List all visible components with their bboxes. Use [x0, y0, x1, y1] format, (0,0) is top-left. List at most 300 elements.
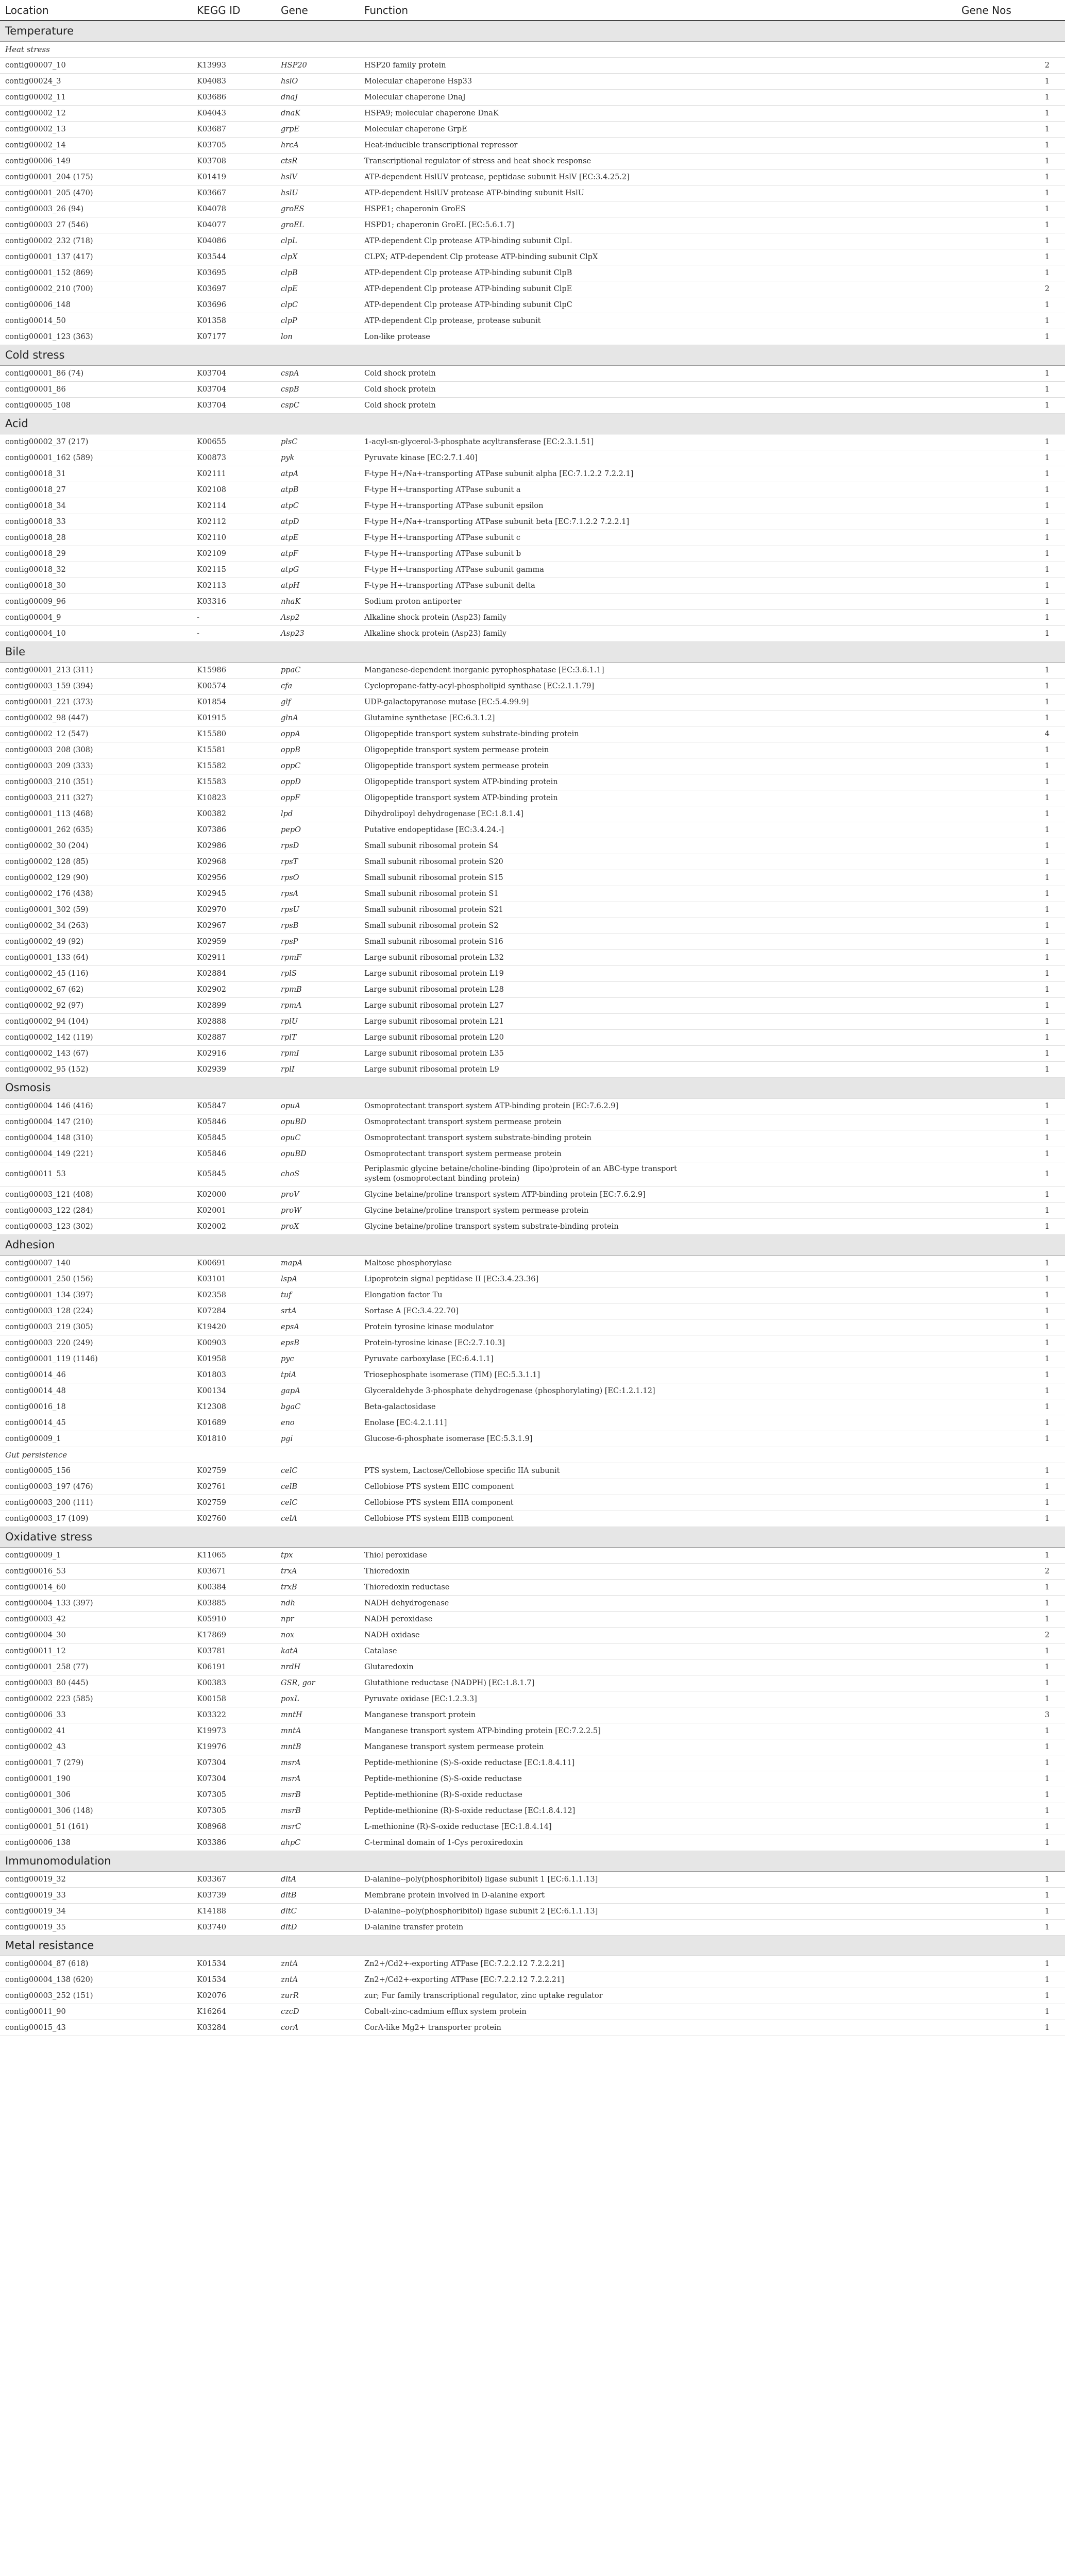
cell-kegg-id: K02945	[192, 886, 276, 902]
cell-location: contig00001_134 (397)	[0, 1287, 192, 1303]
cell-gene-nos: 1	[956, 1287, 1065, 1303]
cell-gene: clpP	[276, 313, 359, 329]
cell-gene: dltA	[276, 1871, 359, 1887]
cell-gene-nos: 1	[956, 1755, 1065, 1771]
cell-gene: corA	[276, 2020, 359, 2036]
cell-gene: plsC	[276, 434, 359, 450]
cell-function: Large subunit ribosomal protein L19	[359, 965, 956, 981]
cell-location: contig00001_302 (59)	[0, 902, 192, 918]
cell-gene: ndh	[276, 1595, 359, 1611]
table-row	[0, 1045, 1065, 1061]
cell-gene: grpE	[276, 121, 359, 137]
cell-function: Peptide-methionine (S)-S-oxide reductase	[359, 1771, 956, 1787]
cell-function: Glyceraldehyde 3-phosphate dehydrogenase (phosphorylating) [EC:1.2.1.12]	[359, 1383, 956, 1399]
cell-function: Pyruvate carboxylase [EC:6.4.1.1]	[359, 1351, 956, 1367]
cell-gene: cspC	[276, 397, 359, 413]
table-row	[0, 1287, 1065, 1303]
cell-function: Cold shock protein	[359, 397, 956, 413]
cell-kegg-id: K03781	[192, 1643, 276, 1659]
cell-function: Large subunit ribosomal protein L21	[359, 1013, 956, 1029]
table-row	[0, 1611, 1065, 1627]
cell-gene: rpsU	[276, 902, 359, 918]
section-title: Bile	[0, 641, 1065, 662]
section-title: Osmosis	[0, 1077, 1065, 1098]
cell-gene: pgi	[276, 1431, 359, 1447]
cell-location: contig00003_211 (327)	[0, 790, 192, 806]
cell-gene: rpmI	[276, 1045, 359, 1061]
subsection-header	[0, 41, 1065, 57]
cell-gene-nos: 1	[956, 1511, 1065, 1527]
cell-gene-nos: 1	[956, 381, 1065, 397]
cell-location: contig00002_67 (62)	[0, 981, 192, 997]
cell-location: contig00016_18	[0, 1399, 192, 1415]
cell-gene: msrA	[276, 1771, 359, 1787]
table-row	[0, 726, 1065, 742]
cell-kegg-id: K03101	[192, 1271, 276, 1287]
cell-function: Glutaredoxin	[359, 1659, 956, 1675]
cell-gene-nos: 1	[956, 774, 1065, 790]
cell-gene-nos: 1	[956, 678, 1065, 694]
section-title: Metal resistance	[0, 1935, 1065, 1956]
table-row	[0, 2020, 1065, 2036]
cell-gene-nos: 1	[956, 297, 1065, 313]
cell-location: contig00009_1	[0, 1547, 192, 1563]
cell-function: Transcriptional regulator of stress and heat shock response	[359, 153, 956, 169]
cell-gene-nos: 1	[956, 201, 1065, 217]
cell-location: contig00002_43	[0, 1739, 192, 1755]
cell-function: Periplasmic glycine betaine/choline-binding (lipo)protein of an ABC-type transport system (osmoprotectant binding protein)	[359, 1162, 956, 1187]
cell-location: contig00003_220 (249)	[0, 1335, 192, 1351]
cell-kegg-id: K15582	[192, 758, 276, 774]
cell-gene-nos: 1	[956, 662, 1065, 678]
cell-kegg-id: K02970	[192, 902, 276, 918]
cell-kegg-id: K02759	[192, 1463, 276, 1479]
cell-function: Large subunit ribosomal protein L9	[359, 1061, 956, 1077]
cell-gene-nos: 1	[956, 918, 1065, 934]
cell-kegg-id: K19973	[192, 1723, 276, 1739]
section-title: Cold stress	[0, 345, 1065, 365]
cell-kegg-id: K04077	[192, 217, 276, 233]
cell-function: Maltose phosphorylase	[359, 1255, 956, 1271]
cell-location: contig00006_33	[0, 1707, 192, 1723]
cell-kegg-id: K01419	[192, 169, 276, 185]
cell-gene: hslO	[276, 73, 359, 89]
table-row	[0, 1871, 1065, 1887]
cell-location: contig00004_147 (210)	[0, 1114, 192, 1130]
cell-function: Membrane protein involved in D-alanine export	[359, 1887, 956, 1903]
cell-gene-nos: 1	[956, 838, 1065, 854]
cell-gene-nos: 1	[956, 89, 1065, 105]
cell-gene-nos: 2	[956, 281, 1065, 297]
table-row	[0, 169, 1065, 185]
cell-gene-nos: 1	[956, 1415, 1065, 1431]
cell-location: contig00006_149	[0, 153, 192, 169]
table-row	[0, 217, 1065, 233]
cell-kegg-id: K11065	[192, 1547, 276, 1563]
cell-kegg-id: K00134	[192, 1383, 276, 1399]
subsection-header	[0, 1447, 1065, 1463]
cell-kegg-id: K02986	[192, 838, 276, 854]
cell-kegg-id: K00873	[192, 450, 276, 466]
cell-gene-nos: 1	[956, 594, 1065, 609]
table-row	[0, 1098, 1065, 1114]
cell-kegg-id: K05845	[192, 1130, 276, 1146]
cell-function: Sortase A [EC:3.4.22.70]	[359, 1303, 956, 1319]
cell-kegg-id: K03544	[192, 249, 276, 265]
cell-gene: rplI	[276, 1061, 359, 1077]
cell-gene: oppA	[276, 726, 359, 742]
cell-kegg-id: K07304	[192, 1755, 276, 1771]
cell-location: contig00011_12	[0, 1643, 192, 1659]
cell-location: contig00002_143 (67)	[0, 1045, 192, 1061]
cell-location: contig00007_140	[0, 1255, 192, 1271]
table-row	[0, 1255, 1065, 1271]
cell-gene-nos: 1	[956, 1114, 1065, 1130]
cell-location: contig00006_148	[0, 297, 192, 313]
cell-gene-nos: 1	[956, 1383, 1065, 1399]
cell-kegg-id: K03671	[192, 1563, 276, 1579]
cell-gene-nos: 1	[956, 1871, 1065, 1887]
cell-gene-nos: 1	[956, 1691, 1065, 1707]
cell-location: contig00002_14	[0, 137, 192, 153]
cell-kegg-id: K00691	[192, 1255, 276, 1271]
cell-location: contig00002_13	[0, 121, 192, 137]
cell-function: Cold shock protein	[359, 365, 956, 381]
table-row	[0, 530, 1065, 546]
cell-location: contig00003_42	[0, 1611, 192, 1627]
cell-function: F-type H+-transporting ATPase subunit epsilon	[359, 498, 956, 514]
cell-function: Oligopeptide transport system ATP-binding protein	[359, 790, 956, 806]
table-row	[0, 1675, 1065, 1691]
cell-function: Peptide-methionine (R)-S-oxide reductase [EC:1.8.4.12]	[359, 1803, 956, 1819]
cell-function: Small subunit ribosomal protein S1	[359, 886, 956, 902]
cell-location: contig00001_51 (161)	[0, 1819, 192, 1835]
cell-gene: clpC	[276, 297, 359, 313]
cell-location: contig00014_50	[0, 313, 192, 329]
cell-location: contig00016_53	[0, 1563, 192, 1579]
cell-gene: poxL	[276, 1691, 359, 1707]
section-title: Acid	[0, 413, 1065, 434]
table-row	[0, 121, 1065, 137]
cell-kegg-id: K05846	[192, 1114, 276, 1130]
table-row	[0, 450, 1065, 466]
cell-gene-nos: 1	[956, 1787, 1065, 1803]
table-row	[0, 153, 1065, 169]
cell-location: contig00009_96	[0, 594, 192, 609]
cell-gene-nos: 1	[956, 1061, 1065, 1077]
cell-kegg-id: K02902	[192, 981, 276, 997]
cell-gene-nos: 1	[956, 466, 1065, 482]
cell-gene-nos: 1	[956, 870, 1065, 886]
table-row	[0, 625, 1065, 641]
table-row	[0, 1819, 1065, 1835]
table-row	[0, 562, 1065, 578]
cell-function: Pyruvate kinase [EC:2.7.1.40]	[359, 450, 956, 466]
cell-gene-nos: 1	[956, 1723, 1065, 1739]
cell-gene-nos: 1	[956, 1479, 1065, 1495]
cell-gene: celC	[276, 1495, 359, 1511]
cell-function: Small subunit ribosomal protein S4	[359, 838, 956, 854]
cell-location: contig00004_10	[0, 625, 192, 641]
cell-location: contig00004_133 (397)	[0, 1595, 192, 1611]
cell-function: Large subunit ribosomal protein L28	[359, 981, 956, 997]
cell-gene: opuA	[276, 1098, 359, 1114]
cell-function: Cellobiose PTS system EIIB component	[359, 1511, 956, 1527]
cell-gene: celA	[276, 1511, 359, 1527]
cell-gene: ppaC	[276, 662, 359, 678]
cell-location: contig00004_87 (618)	[0, 1956, 192, 1972]
cell-location: contig00003_200 (111)	[0, 1495, 192, 1511]
cell-location: contig00001_152 (869)	[0, 265, 192, 281]
cell-gene-nos: 1	[956, 1202, 1065, 1218]
cell-kegg-id: K02112	[192, 514, 276, 530]
cell-function: Glycine betaine/proline transport system ATP-binding protein [EC:7.6.2.9]	[359, 1187, 956, 1202]
cell-gene: zurR	[276, 1988, 359, 2004]
cell-kegg-id: K02111	[192, 466, 276, 482]
cell-kegg-id: K00574	[192, 678, 276, 694]
cell-kegg-id: K02916	[192, 1045, 276, 1061]
table-row	[0, 609, 1065, 625]
cell-function: NADH dehydrogenase	[359, 1595, 956, 1611]
cell-location: contig00024_3	[0, 73, 192, 89]
cell-gene-nos: 1	[956, 790, 1065, 806]
cell-function: Cold shock protein	[359, 381, 956, 397]
cell-gene-nos: 1	[956, 854, 1065, 870]
cell-kegg-id: K02759	[192, 1495, 276, 1511]
cell-location: contig00002_12 (547)	[0, 726, 192, 742]
cell-kegg-id: K02000	[192, 1187, 276, 1202]
cell-location: contig00002_128 (85)	[0, 854, 192, 870]
cell-gene: atpA	[276, 466, 359, 482]
cell-gene: cspA	[276, 365, 359, 381]
table-row	[0, 2004, 1065, 2020]
table-row	[0, 482, 1065, 498]
cell-function: HSPA9; molecular chaperone DnaK	[359, 105, 956, 121]
cell-function: Small subunit ribosomal protein S15	[359, 870, 956, 886]
cell-kegg-id: K02967	[192, 918, 276, 934]
table-row	[0, 1956, 1065, 1972]
cell-location: contig00002_223 (585)	[0, 1691, 192, 1707]
cell-location: contig00001_258 (77)	[0, 1659, 192, 1675]
cell-gene-nos: 1	[956, 137, 1065, 153]
cell-location: contig00001_133 (64)	[0, 950, 192, 965]
cell-function: Lipoprotein signal peptidase II [EC:3.4.23.36]	[359, 1271, 956, 1287]
cell-gene: hslV	[276, 169, 359, 185]
cell-kegg-id: K02888	[192, 1013, 276, 1029]
table-row	[0, 1659, 1065, 1675]
cell-kegg-id: K03284	[192, 2020, 276, 2036]
table-row	[0, 1771, 1065, 1787]
cell-kegg-id: K05910	[192, 1611, 276, 1627]
table-row	[0, 1479, 1065, 1495]
cell-location: contig00005_108	[0, 397, 192, 413]
table-row	[0, 137, 1065, 153]
cell-gene: rpsD	[276, 838, 359, 854]
cell-gene: clpX	[276, 249, 359, 265]
cell-gene-nos: 1	[956, 233, 1065, 249]
cell-gene-nos: 1	[956, 73, 1065, 89]
cell-function: F-type H+-transporting ATPase subunit a	[359, 482, 956, 498]
cell-kegg-id: K01803	[192, 1367, 276, 1383]
cell-kegg-id: K03697	[192, 281, 276, 297]
cell-location: contig00004_30	[0, 1627, 192, 1643]
cell-function: NADH oxidase	[359, 1627, 956, 1643]
table-header	[0, 0, 1065, 21]
cell-function: Osmoprotectant transport system substrate-binding protein	[359, 1130, 956, 1146]
section-header	[0, 1527, 1065, 1547]
cell-location: contig00001_221 (373)	[0, 694, 192, 710]
cell-gene-nos: 1	[956, 758, 1065, 774]
cell-gene: mntA	[276, 1723, 359, 1739]
cell-location: contig00004_149 (221)	[0, 1146, 192, 1162]
table-row	[0, 1595, 1065, 1611]
table-row	[0, 1755, 1065, 1771]
cell-gene-nos: 1	[956, 1972, 1065, 1988]
cell-kegg-id: K00158	[192, 1691, 276, 1707]
cell-gene: choS	[276, 1162, 359, 1187]
table-row	[0, 662, 1065, 678]
section-header	[0, 1077, 1065, 1098]
cell-gene-nos: 1	[956, 1675, 1065, 1691]
cell-gene-nos: 2	[956, 1627, 1065, 1643]
table-row	[0, 790, 1065, 806]
cell-kegg-id: K03708	[192, 153, 276, 169]
cell-gene-nos: 1	[956, 2020, 1065, 2036]
cell-function: Molecular chaperone DnaJ	[359, 89, 956, 105]
table-row	[0, 514, 1065, 530]
cell-function: L-methionine (R)-S-oxide reductase [EC:1.8.4.14]	[359, 1819, 956, 1835]
cell-gene-nos: 1	[956, 265, 1065, 281]
cell-location: contig00001_306 (148)	[0, 1803, 192, 1819]
cell-kegg-id: K03316	[192, 594, 276, 609]
cell-gene: oppD	[276, 774, 359, 790]
header-kegg-id: KEGG ID	[192, 0, 276, 21]
cell-gene: dnaJ	[276, 89, 359, 105]
cell-gene-nos: 1	[956, 1739, 1065, 1755]
cell-function: Molecular chaperone Hsp33	[359, 73, 956, 89]
subsection-title: Heat stress	[0, 41, 1065, 57]
cell-location: contig00001_123 (363)	[0, 329, 192, 345]
cell-kegg-id: K01810	[192, 1431, 276, 1447]
cell-location: contig00001_204 (175)	[0, 169, 192, 185]
cell-kegg-id: K00903	[192, 1335, 276, 1351]
table-row	[0, 1547, 1065, 1563]
cell-location: contig00001_86 (74)	[0, 365, 192, 381]
cell-gene-nos: 1	[956, 434, 1065, 450]
cell-function: Glutamine synthetase [EC:6.3.1.2]	[359, 710, 956, 726]
cell-gene: atpE	[276, 530, 359, 546]
table-row	[0, 902, 1065, 918]
cell-gene: tpx	[276, 1547, 359, 1563]
cell-gene-nos: 1	[956, 185, 1065, 201]
cell-gene-nos: 1	[956, 1399, 1065, 1415]
cell-gene: trxB	[276, 1579, 359, 1595]
table-row	[0, 710, 1065, 726]
table-row	[0, 313, 1065, 329]
cell-gene-nos: 1	[956, 514, 1065, 530]
cell-kegg-id: K03704	[192, 397, 276, 413]
cell-location: contig00002_45 (116)	[0, 965, 192, 981]
cell-kegg-id: K04086	[192, 233, 276, 249]
cell-kegg-id: K00655	[192, 434, 276, 450]
cell-location: contig00002_49 (92)	[0, 934, 192, 950]
cell-gene: atpC	[276, 498, 359, 514]
cell-gene-nos: 1	[956, 1271, 1065, 1287]
cell-function: NADH peroxidase	[359, 1611, 956, 1627]
cell-function: Manganese-dependent inorganic pyrophosphatase [EC:3.6.1.1]	[359, 662, 956, 678]
cell-function: Zn2+/Cd2+-exporting ATPase [EC:7.2.2.12 7.2.2.21]	[359, 1956, 956, 1972]
table-row	[0, 1463, 1065, 1479]
cell-location: contig00002_129 (90)	[0, 870, 192, 886]
table-row	[0, 201, 1065, 217]
cell-kegg-id: K02109	[192, 546, 276, 562]
cell-kegg-id: K02110	[192, 530, 276, 546]
section-header	[0, 1935, 1065, 1956]
cell-gene: hslU	[276, 185, 359, 201]
table-row	[0, 822, 1065, 838]
cell-kegg-id: K07386	[192, 822, 276, 838]
table-row	[0, 1835, 1065, 1851]
cell-location: contig00014_45	[0, 1415, 192, 1431]
cell-function: C-terminal domain of 1-Cys peroxiredoxin	[359, 1835, 956, 1851]
cell-function: Glycine betaine/proline transport system substrate-binding protein	[359, 1218, 956, 1234]
cell-kegg-id: K01534	[192, 1972, 276, 1988]
table-row	[0, 498, 1065, 514]
cell-gene-nos: 1	[956, 1029, 1065, 1045]
table-row	[0, 329, 1065, 345]
section-title: Immunomodulation	[0, 1851, 1065, 1871]
cell-kegg-id: -	[192, 625, 276, 641]
cell-function: Heat-inducible transcriptional repressor	[359, 137, 956, 153]
cell-function: Oligopeptide transport system permease protein	[359, 742, 956, 758]
cell-gene-nos: 1	[956, 530, 1065, 546]
cell-gene: tuf	[276, 1287, 359, 1303]
cell-kegg-id: K02956	[192, 870, 276, 886]
cell-location: contig00001_162 (589)	[0, 450, 192, 466]
cell-gene: rpmF	[276, 950, 359, 965]
cell-gene-nos: 1	[956, 1303, 1065, 1319]
cell-location: contig00004_148 (310)	[0, 1130, 192, 1146]
table-row	[0, 1803, 1065, 1819]
table-row	[0, 1495, 1065, 1511]
cell-gene-nos: 1	[956, 1162, 1065, 1187]
cell-function: F-type H+-transporting ATPase subunit delta	[359, 578, 956, 594]
cell-gene-nos: 1	[956, 1903, 1065, 1919]
cell-function: Large subunit ribosomal protein L27	[359, 997, 956, 1013]
cell-function: ATP-dependent HslUV protease ATP-binding subunit HslU	[359, 185, 956, 201]
cell-function: Oligopeptide transport system ATP-binding protein	[359, 774, 956, 790]
cell-function: HSPE1; chaperonin GroES	[359, 201, 956, 217]
cell-gene-nos: 1	[956, 694, 1065, 710]
cell-gene-nos: 1	[956, 1919, 1065, 1935]
cell-gene-nos: 1	[956, 934, 1065, 950]
cell-location: contig00014_60	[0, 1579, 192, 1595]
header-gene-nos: Gene Nos	[956, 0, 1065, 21]
cell-gene: lspA	[276, 1271, 359, 1287]
table-body	[0, 21, 1065, 2036]
cell-location: contig00001_86	[0, 381, 192, 397]
table-row	[0, 981, 1065, 997]
cell-location: contig00001_213 (311)	[0, 662, 192, 678]
cell-function: Manganese transport system permease protein	[359, 1739, 956, 1755]
cell-function: Thiol peroxidase	[359, 1547, 956, 1563]
table-row	[0, 73, 1065, 89]
table-row	[0, 1319, 1065, 1335]
cell-function: Cobalt-zinc-cadmium efflux system protein	[359, 2004, 956, 2020]
cell-gene: mntH	[276, 1707, 359, 1723]
cell-function: 1-acyl-sn-glycerol-3-phosphate acyltransferase [EC:2.3.1.51]	[359, 434, 956, 450]
cell-kegg-id: K12308	[192, 1399, 276, 1415]
